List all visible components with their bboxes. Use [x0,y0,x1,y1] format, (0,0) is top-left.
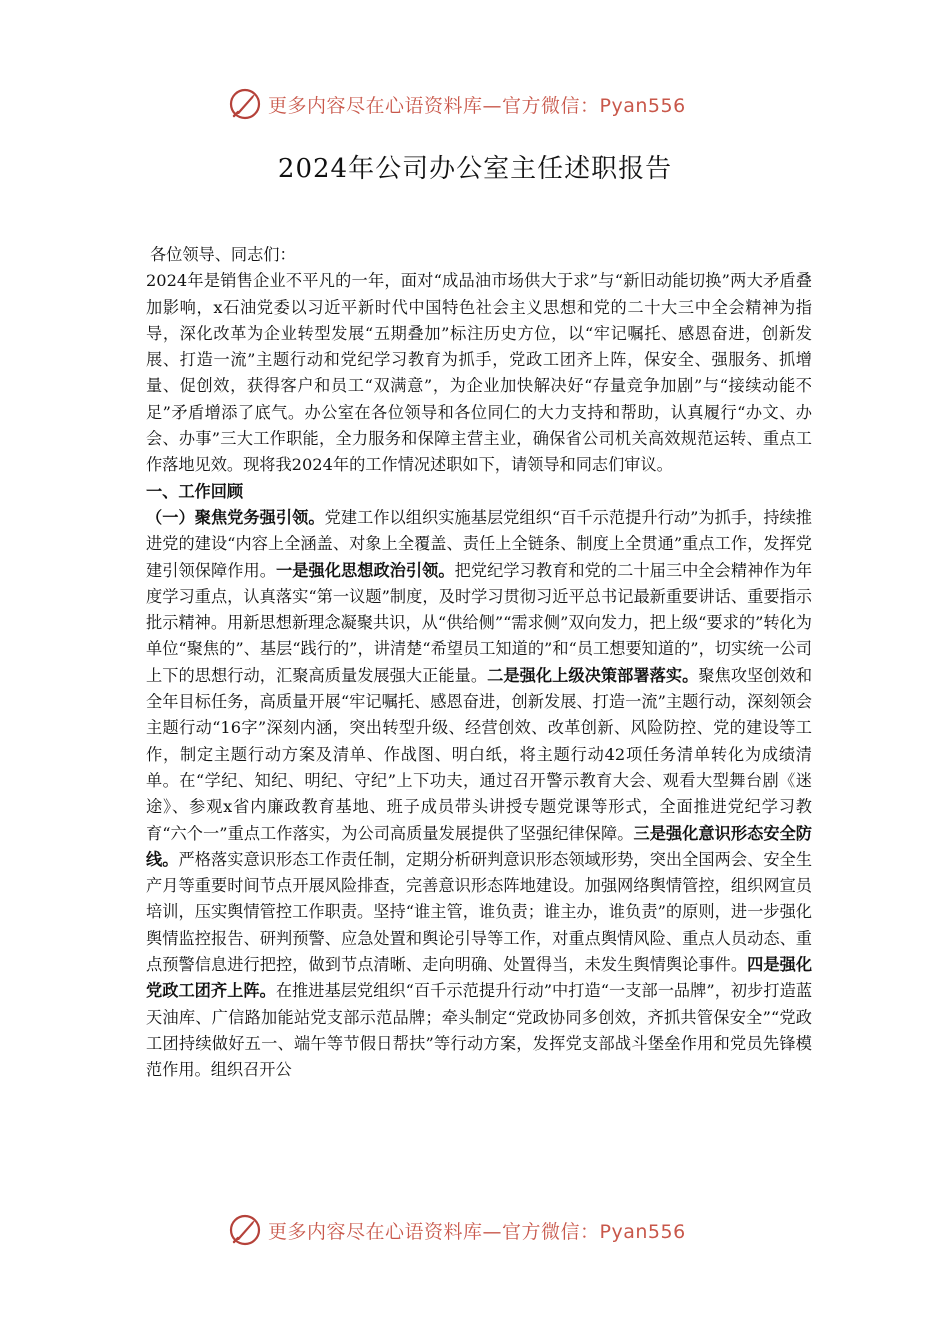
point2-text: 聚焦攻坚创效和全年目标任务，高质量开展“牢记嘱托、感恩奋进，创新发展、打造一流”主题行动，深刻领会主题行动“16字”深刻内涵，突出转型升级、经营创效、改革创新、风险防控、党的建设等工作，制定主题行动方案及清单、作战图、明白纸，将主题行动42项任务清单转化为成绩清单。在“学纪、知纪、明纪、守纪”上下功夫，通过召开警示教育大会、观看大型舞台剧《迷途》、参观x省内廉政教育基地、班子成员带头讲授专题党课等形式，全面推进党纪学习教育“六个一”重点工作落实，为公司高质量发展提供了坚强纪律保障。 [146,665,813,843]
watermark-wechat-id: Pyan556 [599,1220,686,1243]
greeting: 各位领导、同志们： [150,245,296,264]
quill-pen-logo-icon [228,87,262,121]
point4-heading: 四是强化党政工团齐上阵。 [146,955,813,1001]
point3-heading: 三是强化意识形态安全防线。 [146,823,812,869]
subsection1-text: 党建工作以组织实施基层党组织“百千示范提升行动”为抓手，持续推进党的建设“内容上全涵盖、对象上全覆盖、责任上全链条、制度上全贯通”重点工作，发挥党建引领保障作用。 [146,507,812,580]
section-heading [146,479,812,505]
document-title: 2024年公司办公室主任述职报告 [277,154,673,184]
bottom-watermark-banner [0,1210,950,1250]
watermark-text [268,1217,686,1244]
section1-paragraph [146,505,812,1084]
watermark-label: 更多内容尽在心语资料库—官方微信： [268,1220,600,1243]
point1-text: 把党纪学习教育和党的二十届三中全会精神作为年度学习重点，认真落实“第一议题”制度，及时学习贯彻习近平总书记最新重要讲话、重要指示批示精神。用新思想新理念凝聚共识，从“供给侧”“需求侧”双向发力，把上级“要求的”转化为单位“聚焦的”、基层“践行的”，讲清楚“希望员工知道的”和“员工想要知道的”，切实统一公司上下的思想行动，汇聚高质量发展强大正能量。 [146,560,813,685]
watermark-text [268,91,686,118]
quill-pen-logo-icon [228,1213,262,1247]
section1-heading: 一、工作回顾 [146,481,244,501]
top-watermark-banner [0,84,950,124]
watermark-label: 更多内容尽在心语资料库—官方微信： [268,94,600,117]
point4-text: 在推进基层党组织“百千示范提升行动”中打造“一支部一品牌”，初步打造蓝天油库、广信路加能站党支部示范品牌；牵头制定“党政协同多创效，齐抓共管保安全”“党政工团持续做好五一、端午等节假日帮扶”等行动方案，发挥党支部战斗堡垒作用和党员先锋模范作用。组织召开公 [146,981,813,1080]
intro-paragraph: 2024年是销售企业不平凡的一年，面对“成品油市场供大于求”与“新旧动能切换”两大矛盾叠加影响，x石油党委以习近平新时代中国特色社会主义思想和党的二十大三中全会精神为指导，深化改革为企业转型发展“五期叠加”标注历史方位，以“牢记嘱托、感恩奋进，创新发展、打造一流”主题行动和党纪学习教育为抓手，党政工团齐上阵，保安全、强服务、抓增量、促创效，获得客户和员工“双满意”，为企业加快解决好“存量竞争加剧”与“接续动能不足”矛盾增添了底气。办公室在各位领导和各位同仁的大力支持和帮助，认真履行“办文、办会、办事”三大工作职能，全力服务和保障主营主业，确保省公司机关高效规范运转、重点工作落地见效。现将我2024年的工作情况述职如下，请领导和同志们审议。 [146,271,812,475]
point3-text: 严格落实意识形态工作责任制，定期分析研判意识形态领域形势，突出全国两会、安全生产月等重要时间节点开展风险排查，完善意识形态阵地建设。加强网络舆情管控，组织网宣员培训，压实舆情管控工作职责。坚持“谁主管，谁负责；谁主办，谁负责”的原则，进一步强化舆情监控报告、研判预警、应急处置和舆论引导等工作，对重点舆情风险、重点人员动态、重点预警信息进行把控，做到节点清晰、走向明确、处置得当，未发生舆情舆论事件。 [146,849,813,975]
watermark-wechat-id: Pyan556 [599,94,686,117]
point1-heading: 一是强化思想政治引领。 [275,560,455,580]
point2-heading: 二是强化上级决策部署落实。 [487,665,699,685]
subsection1-heading: （一）聚焦党务强引领。 [146,507,325,527]
document-body [146,242,812,1084]
